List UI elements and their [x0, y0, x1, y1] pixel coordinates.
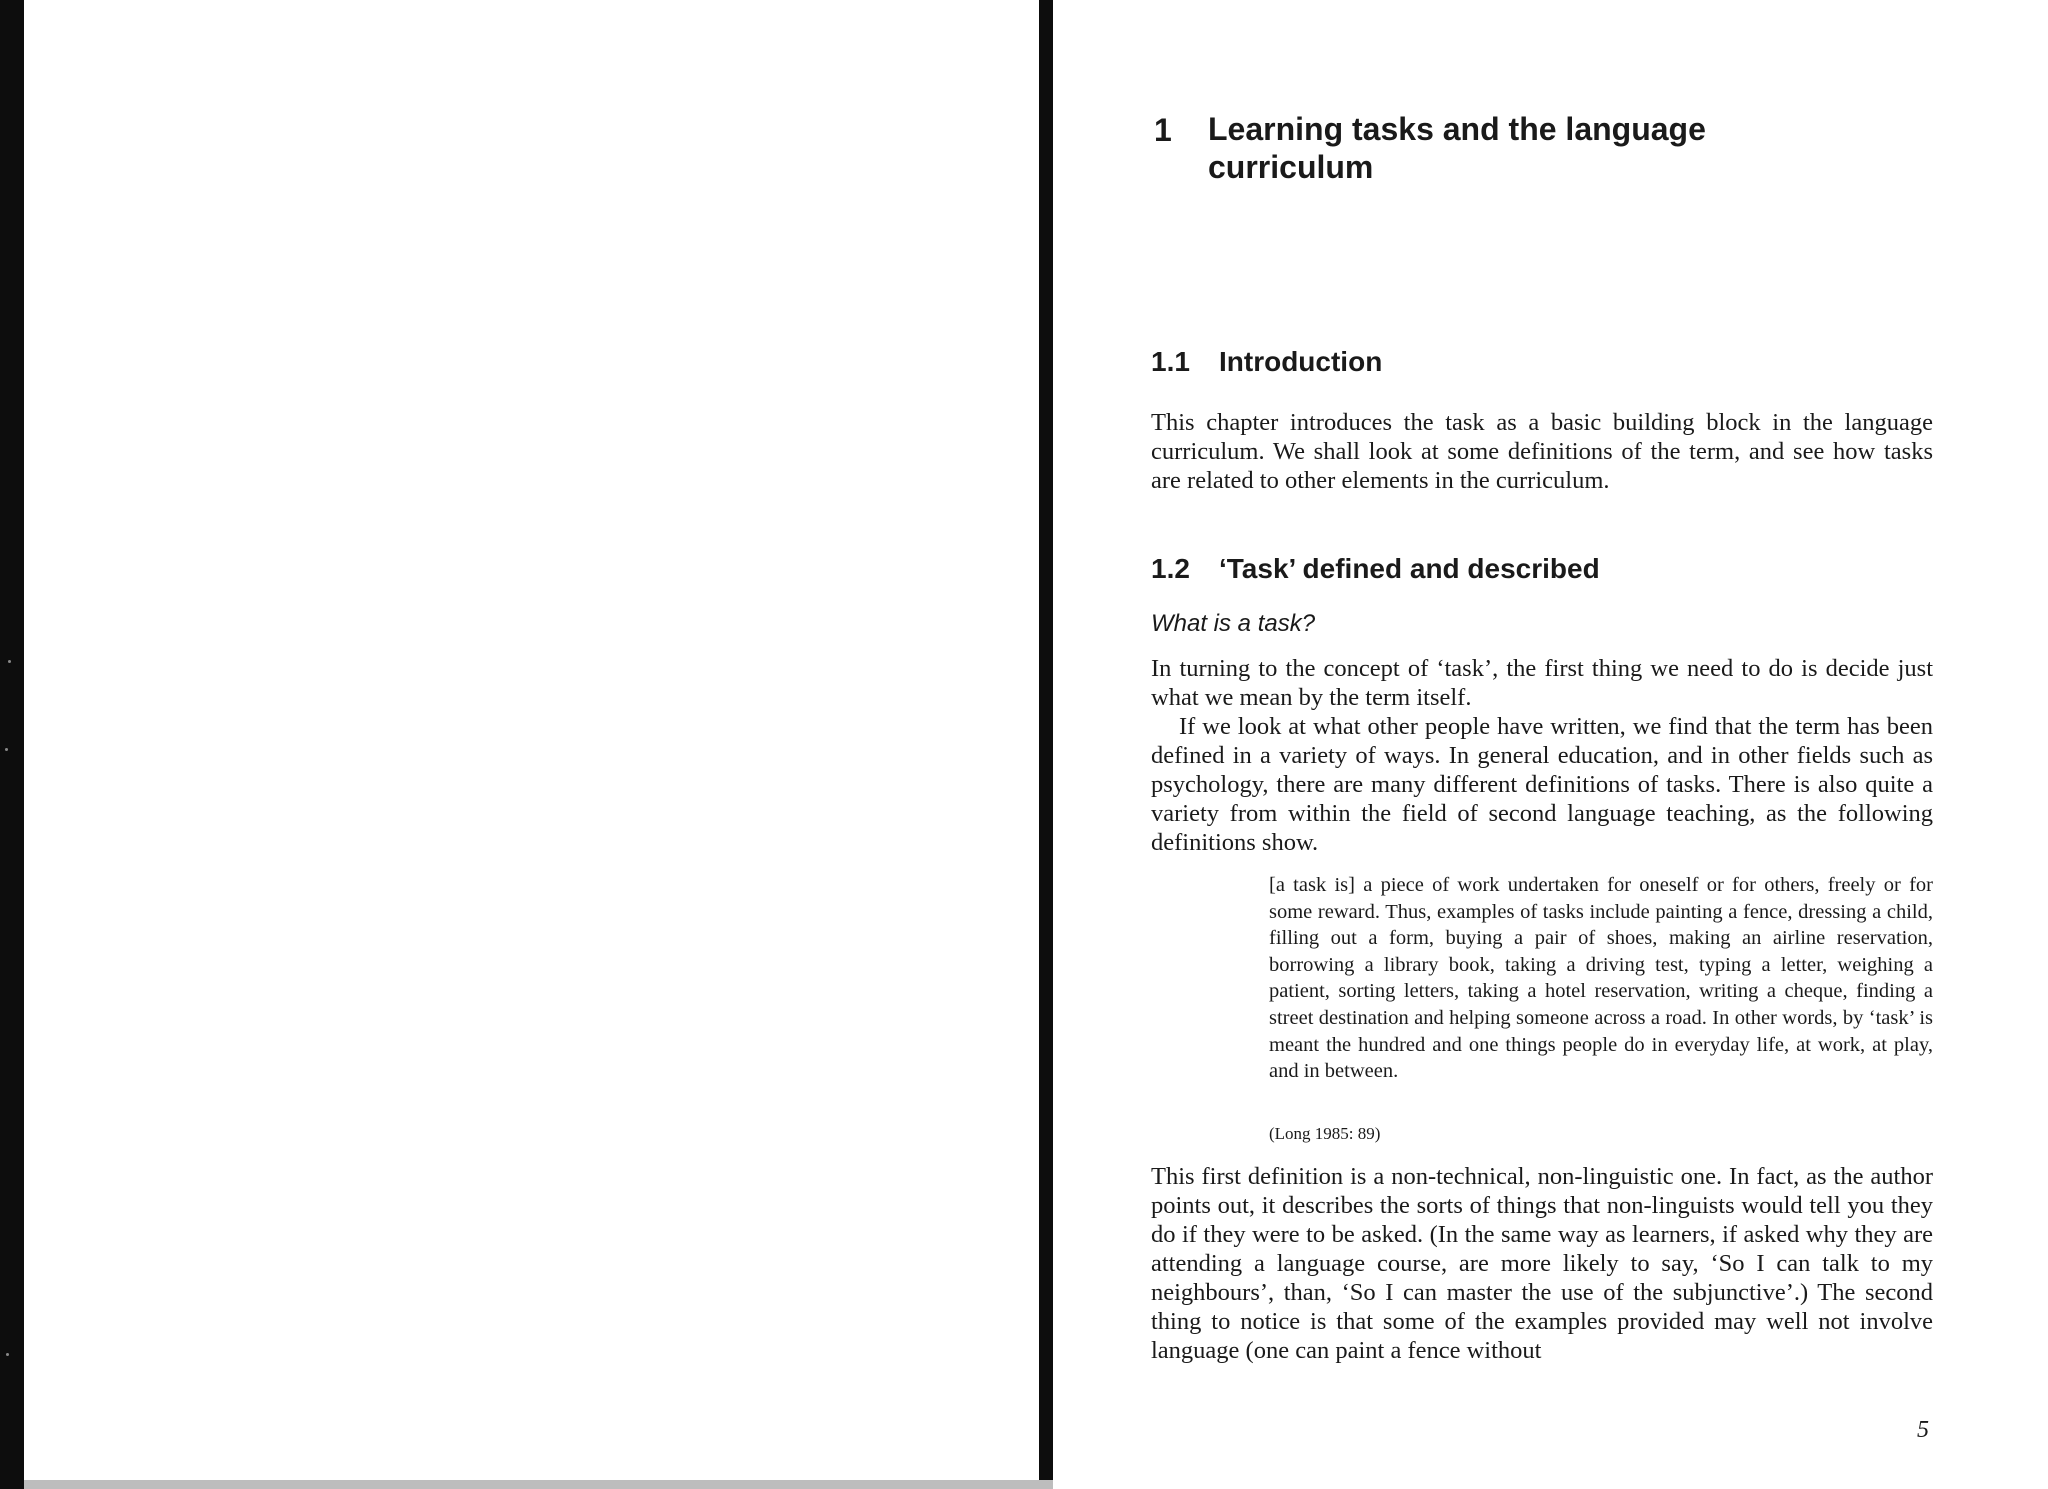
right-page: [1151, 0, 1933, 1489]
left-page-bottom-edge: [24, 1480, 1053, 1489]
section-heading-introduction: [1151, 345, 1931, 379]
subheading-what-is-a-task: What is a task?: [1151, 610, 1316, 637]
body-paragraph-3: This first definition is a non-technical, non-linguistic one. In fact, as the author points out, it describes the sorts of things that non-linguists would tell you they do if they were to be asked. (In the same way as learners, if asked why they are attending a language course, are more likely to say, ‘So I can talk to my neighbours’, than, ‘So I can master the use of the subjunctive’.) The second thing to notice is that some of the examples provided may well not involve language (one can paint a fence without: [1151, 1163, 1933, 1364]
book-spine: [1039, 0, 1053, 1489]
body-paragraph-1: In turning to the concept of ‘task’, the first thing we need to do is decide just what we mean by the term itself.: [1151, 655, 1933, 711]
page-number: 5: [1917, 1417, 1929, 1443]
section-title: Introduction: [1219, 346, 1383, 377]
section-heading-task-defined: [1151, 552, 1931, 586]
quote-citation: (Long 1985: 89): [1269, 1124, 1381, 1143]
scan-speck: [6, 1353, 9, 1356]
chapter-number: 1: [1154, 112, 1172, 148]
scan-speck: [5, 748, 8, 751]
scan-speck: [8, 660, 11, 663]
chapter-title: Learning tasks and the language curriculum: [1208, 111, 1706, 185]
body-paragraph-2: If we look at what other people have written, we find that the term has been defined in a variety of ways. In general education, and in other fields such as psychology, there are many different definitions of tasks. There is also quite a variety from within the field of second language teaching, as the following definitions show.: [1151, 713, 1933, 856]
left-page-edge: [0, 0, 24, 1489]
section-number: 1.1: [1151, 346, 1190, 377]
block-quote: [a task is] a piece of work undertaken for oneself or for others, freely or for some reward. Thus, examples of tasks include painting a fence, dressing a child, filling out a form, buying a pair of shoes, making an airline reservation, borrowing a library book, taking a driving test, typing a letter, weighing a patient, sorting letters, taking a hotel reservation, writing a cheque, finding a street destination and helping someone across a road. In other words, by ‘task’ is meant the hundred and one things people do in everyday life, at work, at play, and in between.: [1269, 874, 1933, 1083]
section-number: 1.2: [1151, 553, 1190, 584]
section-title: ‘Task’ defined and described: [1219, 553, 1600, 584]
intro-paragraph: This chapter introduces the task as a basic building block in the language curriculum. We shall look at some definitions of the term, and see how tasks are related to other elements in the curriculum.: [1151, 409, 1933, 494]
